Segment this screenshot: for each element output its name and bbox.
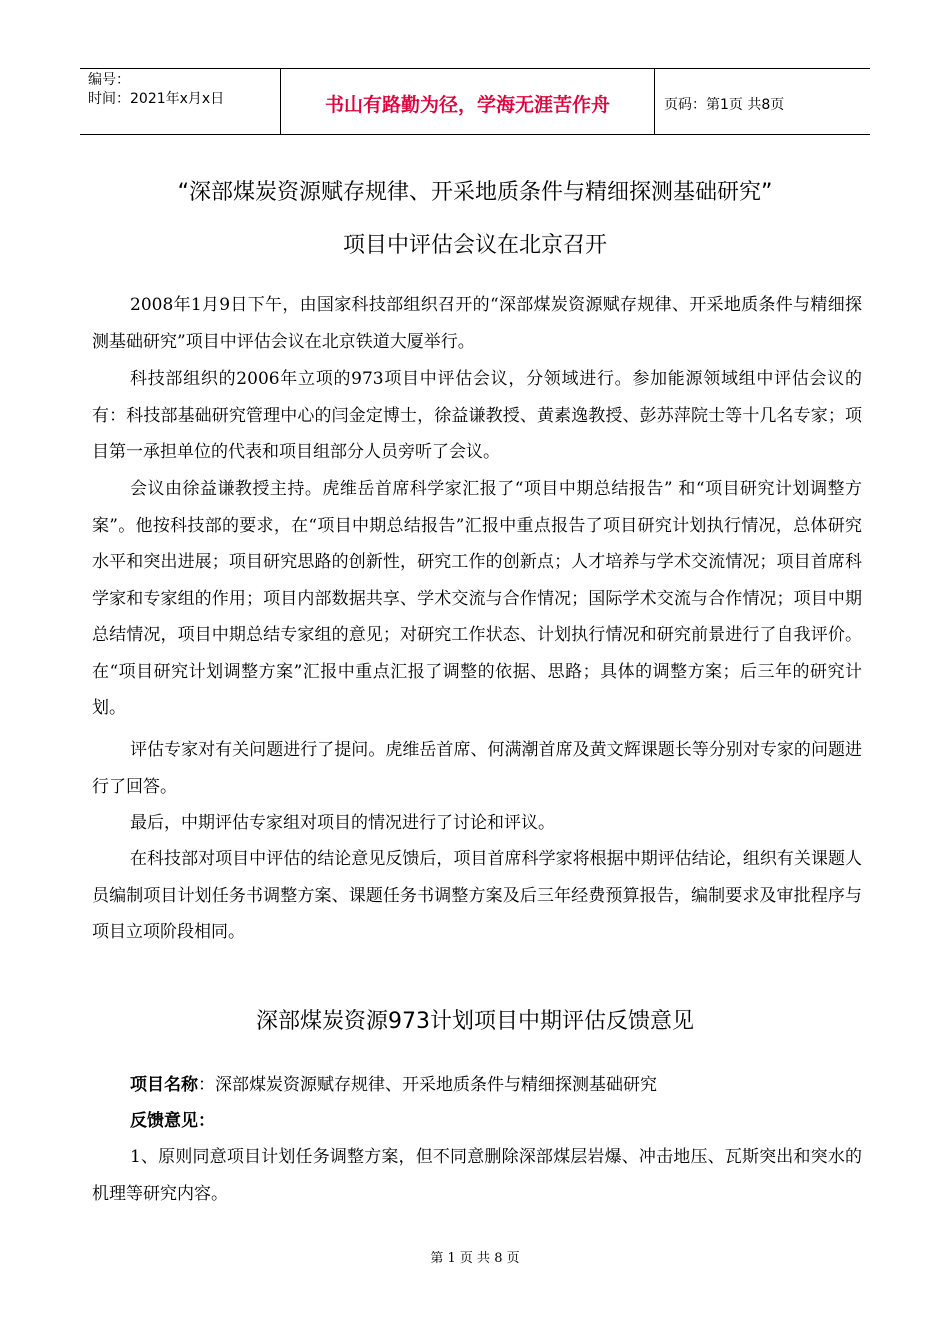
article-paragraph-3: 会议由徐益谦教授主持。虎维岳首席科学家汇报了“项目中期总结报告” 和“项目研究计划调整方案”。他按科技部的要求，在“项目中期总结报告”汇报中重点报告了项目研究计划执行情况，总体研究水平和突出进展；项目研究思路的创新性，研究工作的创新点；人才培养与学术交流情况；项目首席科学家和专家组的作用；项目内部数据共享、学术交流与合作情况；国际学术交流与合作情况；项目中期总结情况，项目中期总结专家组的意见；对研究工作状态、计划执行情况和研究前景进行了自我评价。在“项目研究计划调整方案”汇报中重点汇报了调整的依据、思路；具体的调整方案；后三年的研究计划。 xyxy=(92,479,862,718)
header-motto: 书山有路勤为径，学海无涯苦作舟 xyxy=(281,69,655,134)
article-paragraph-1: 2008年1月9日下午，由国家科技部组织召开的“深部煤炭资源赋存规律、开采地质条件与精细探测基础研究”项目中评估会议在北京铁道大厦举行。 xyxy=(92,295,862,352)
doc-number-label: 编号： xyxy=(88,72,130,88)
feedback-opinion-heading xyxy=(92,1103,862,1140)
header-page-info: 页码：第1页 共8页 xyxy=(664,96,785,113)
feedback-item-1: 1、原则同意项目计划任务调整方案，但不同意删除深部煤层岩爆、冲击地压、瓦斯突出和突水的机理等研究内容。 xyxy=(92,1147,862,1204)
article-paragraph-6: 在科技部对项目中评估的结论意见反馈后，项目首席科学家将根据中期评估结论，组织有关课题人员编制项目计划任务书调整方案、课题任务书调整方案及后三年经费预算报告，编制要求及审批程序与项目立项阶段相同。 xyxy=(92,849,862,942)
feedback-title: 深部煤炭资源973计划项目中期评估反馈意见 xyxy=(256,1009,694,1034)
project-name-value: 深部煤炭资源赋存规律、开采地质条件与精细探测基础研究 xyxy=(215,1075,657,1095)
project-name-colon: ： xyxy=(198,1075,215,1095)
article-paragraph-5: 最后，中期评估专家组对项目的情况进行了讨论和评议。 xyxy=(130,813,555,833)
article-paragraph-4: 评估专家对有关问题进行了提问。虎维岳首席、何满潮首席及黄文辉课题长等分别对专家的问题进行了回答。 xyxy=(92,740,862,797)
doc-time-label: 时间：2021年x月x日 xyxy=(88,91,225,107)
opinion-colon: ： xyxy=(198,1111,215,1131)
document-header xyxy=(80,68,870,135)
project-name-label: 项目名称 xyxy=(130,1075,198,1095)
article-paragraph-2: 科技部组织的2006年立项的973项目中评估会议，分领域进行。参加能源领域组中评估会议的有：科技部基础研究管理中心的闫金定博士，徐益谦教授、黄素逸教授、彭苏萍院士等十几名专家；项目第一承担单位的代表和项目组部分人员旁听了会议。 xyxy=(92,369,862,462)
article-title-line2: 项目中评估会议在北京召开 xyxy=(342,233,607,258)
header-meta xyxy=(80,69,281,134)
article-title-line1: “深部煤炭资源赋存规律、开采地质条件与精细探测基础研究” xyxy=(177,180,773,205)
opinion-label: 反馈意见 xyxy=(130,1111,198,1131)
page-footer: 第 1 页 共 8 页 xyxy=(430,1251,520,1266)
feedback-project-name xyxy=(92,1067,862,1104)
